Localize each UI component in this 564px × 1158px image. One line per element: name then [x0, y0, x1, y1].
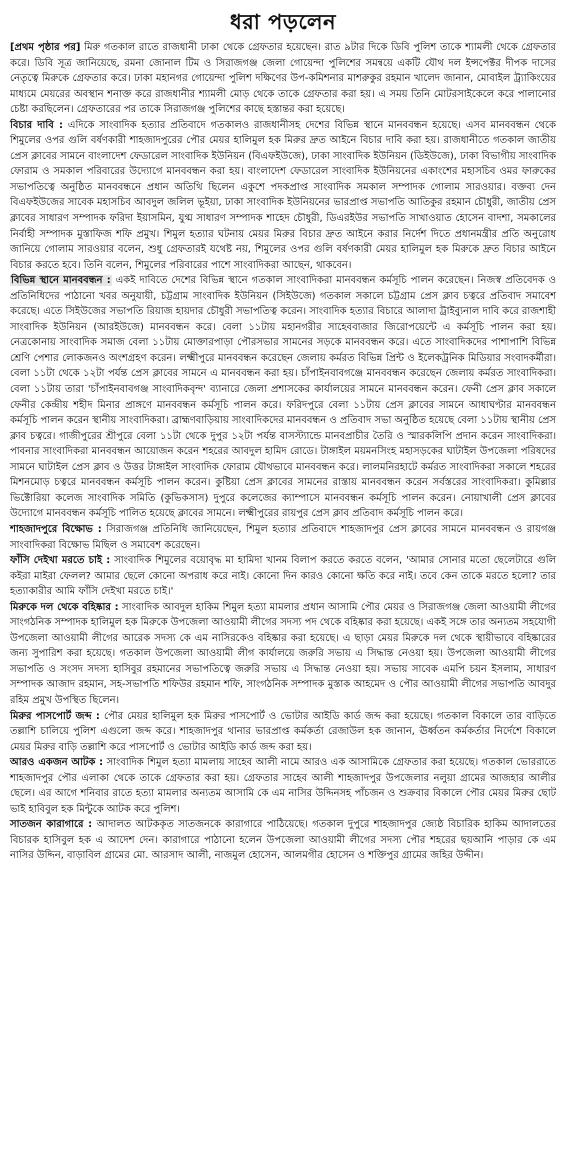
paragraph-passport-seized — [10, 709, 556, 756]
subhead-seven-jailed: সাতজন কারাগারে : — [10, 819, 93, 831]
paragraph-text: সাংবাদিক শিমুল হত্যা মামলায় সাহেব আলী নামে আরও এক আসামিকে গ্রেফতার করা হয়েছে। গতকাল ভোররাতে শাহজাদপুর পৌর এলাকা থেকে তাকে গ্রেফতার করা হয়। গ্রেফতার সাহেব আলী শাহজাদপুর উপজেলার নলুয়া গ্রামের আজহার আলীর ছেলে। এর আগে শনিবার রাতে হত্যা মামলার অন্যতম আসামি কে এম নাসির উদ্দিনসহ পাঁচজন ও শুক্রবার বিকালে পৌর মেয়র মিরুর ছোট ভাই হাবিবুল হক মিন্টুকে আটক করে পুলিশ। — [10, 757, 556, 815]
paragraph-seven-jailed — [10, 817, 556, 864]
subhead-expulsion: মিরুকে দল থেকে বহিষ্কার : — [10, 601, 119, 613]
subhead-mother-demand: ফাঁসি দেইখা মরতে চাই : — [10, 555, 111, 567]
subhead-front-page: [প্রথম পৃষ্ঠার পর] — [10, 42, 81, 53]
subhead-passport-seized: মিরুর পাসপোর্ট জব্দ : — [10, 710, 100, 722]
paragraph-text: সাংবাদিক শিমুলের বয়োবৃদ্ধ মা হামিদা খানম বিলাপ করতে করতে বলেন, 'আমার সোনার মতো ছেলেটারে গুলি কইরা মাইরা ফেলল? আমার ছেলে কোনো অপরাধ করে নাই। কোনো দিন কারও কোনো ক্ষতি করে নাই। তবে কেন তাকে মরতে হলো? তার হত্যাকারীর আমি ফাঁসি দেইখা মরতে চাই।' — [10, 555, 557, 598]
paragraph-text: পৌর মেয়র হালিমুল হক মিরুর পাসপোর্ট ও ভোটার আইডি কার্ড জব্দ করা হয়েছে। গতকাল বিকালে তার বাড়িতে তল্লাশি চালিয়ে পুলিশ এগুলো জব্দ করে। শাহজাদপুর থানার ভারপ্রাপ্ত কর্মকর্তা রেজাউল হক জানান, ঊর্ধ্বতন কর্মকর্তার নির্দেশে বিকালে মেয়র মিরুর বাড়ি তল্লাশি করে পাসপোর্ট ও ভোটার আইডি কার্ড জব্দ করা হয়। — [10, 710, 557, 753]
paragraph-text: সাংবাদিক আবদুল হাকিম শিমুল হত্যা মামলার প্রধান আসামি পৌর মেয়র ও সিরাজগঞ্জ জেলা আওয়ামী লীগের সাংগঠনিক সম্পাদক হালিমুল হক মিরুকে উপজেলা আওয়ামী লীগের সদস্য পদ থেকে বহিষ্কার করা হয়েছে। একই সঙ্গে তার অন্যতম সহযোগী উপজেলা আওয়ামী লীগের আরেক সদস্য কে এম নাসিরকেও বহিষ্কার করা হয়েছে। এ ছাড়া মেয়র মিরুকে দল থেকে স্থায়ীভাবে বহিষ্কারের জন্য সুপারিশ করা হয়েছে। গতকাল উপজেলা আওয়ামী লীগ কার্যালয়ে জরুরি সভায় এ সিদ্ধান্ত নেওয়া হয়। উপজেলা আওয়ামী লীগের সভাপতি ও সংসদ সদস্য হাসিবুর রহমানের সভাপতিত্বে জরুরি সভায় এ সিদ্ধান্ত নেওয়া হয়। সভায় সাবেক এমপি চয়ন ইসলাম, সাধারণ সম্পাদক আজাদ রহমান, সহ-সভাপতি শফিউর রহমান শফি, সাংগঠনিক সম্পাদক মুস্তাক আহমেদ ও পৌর আওয়ামী লীগের সভাপতি আবদুর রহিম প্রমুখ উপস্থিত ছিলেন। — [10, 601, 556, 706]
subhead-human-chains: বিভিন্ন স্থানে মানববন্ধন : — [11, 275, 111, 287]
paragraph-demand-for-trial — [10, 118, 556, 273]
subhead-shahjadpur-protest: শাহজাদপুরে বিক্ষোভ : — [10, 523, 102, 535]
paragraph-expulsion — [10, 600, 556, 709]
paragraph-text: সিরাজগঞ্জ প্রতিনিধি জানিয়েছেন, শিমুল হত্যার প্রতিবাদে শাহজাদপুর প্রেস ক্লাবের সামনে মানববন্ধন ও রায়গঞ্জ সাংবাদিকরা বিক্ষোভ মিছিল ও সমাবেশ করেছেন। — [10, 523, 557, 551]
paragraph-human-chains — [10, 273, 556, 522]
paragraph-text: মিরু গতকাল রাতে রাজধানী ঢাকা থেকে গ্রেফতার হয়েছেন। রাত ৯টার দিকে ডিবি পুলিশ তাকে শ্যামলী থেকে গ্রেফতার করে। ডিবি সূত্র জানিয়েছে, রমনা জোনাল টিম ও সিরাজগঞ্জ জেলা গোয়েন্দা পুলিশের সমন্বয়ে একটি যৌথ দল ইন্সপেক্টর দীপক দাসের নেতৃত্বে মিরুকে গ্রেফতার করে। ঢাকা মহানগর গোয়েন্দা পুলিশ দক্ষিণের উপ-কমিশনার মাশরুকুর রহমান খালেদ জানান, মোবাইল ট্র্যাকিংয়ের মাধ্যমে মেয়রের অবস্থান শনাক্ত করে রাজধানীর শ্যামলী মোড় থেকে তাকে গ্রেফতার করা হয়। এ সময় তিনি মোটরসাইকেলে করে পালানোর চেষ্টা করছিলেন। গ্রেফতারের পর তাকে সিরাজগঞ্জ পুলিশের কাছে হস্তান্তর করা হয়েছে। — [10, 42, 556, 116]
headline: ধরা পড়লেন — [229, 10, 337, 34]
paragraph-text: একই দাবিতে দেশের বিভিন্ন স্থানে গতকাল সাংবাদিকরা মানববন্ধন কর্মসূচি পালন করেছেন। নিজস্ব প্রতিবেদক ও প্রতিনিধিদের পাঠানো খবর অনুযায়ী, চট্টগ্রাম সাংবাদিক ইউনিয়ন (সিইউজে) গতকাল সকালে চট্টগ্রাম প্রেস ক্লাব চত্বরে প্রতিবাদ সমাবেশ করেছে। এতে সিইউজের সভাপতি রিয়াজ হায়দার চৌধুরী সভাপতিত্ব করেন। সাংবাদিক হত্যার বিচারে আলাদা ট্রাইব্যুনাল দাবি করে রাজশাহী সাংবাদিক ইউনিয়ন (আরইউজে) মানববন্ধন করে। বেলা ১১টায় মহানগরীর সাহেববাজার জিরোপয়েন্টে এ কর্মসূচি পালন করা হয়। নেত্রকোনায় সাংবাদিক সমাজ বেলা ১১টায় মোক্তারপাড়া পৌরসভার সামনের সড়কে মানববন্ধন করে। এতে সাংবাদিকদের পাশাপাশি বিভিন্ন শ্রেণি পেশার লোকজনও অংশগ্রহণ করেন। লক্ষ্মীপুরে মানববন্ধন করেছেন জেলায় কর্মরত বিভিন্ন প্রিন্ট ও ইলেকট্রনিক মিডিয়ার সংবাদকর্মীরা। বেলা ১১টা থেকে ১২টা পর্যন্ত প্রেস ক্লাবের সামনে এ মানববন্ধন করা হয়। চাঁপাইনবাবগঞ্জে মানববন্ধন করেছেন জেলায় কর্মরত সাংবাদিকরা। বেলা ১১টায় তারা 'চাঁপাইনবাবগঞ্জ সাংবাদিকবৃন্দ' ব্যানারে জেলা প্রশাসকের কার্যালয়ের সামনে মানববন্ধন করেন। ফেনী প্রেস ক্লাব সকালে ফেনীর কেন্দ্রীয় শহীদ মিনার প্রাঙ্গণে মানববন্ধন কর্মসূচি পালন করে। ফরিদপুরে বেলা ১১টায় প্রেস ক্লাবের সামনে আধাঘণ্টার মানববন্ধন কর্মসূচি পালন করেন স্থানীয় সাংবাদিকরা। ব্রাহ্মণবাড়িয়ায় সাংবাদিকদের মানববন্ধন ও প্রতিবাদ সভা অনুষ্ঠিত হয়েছে বেলা ১১টায় স্থানীয় প্রেস ক্লাব চত্বরে। গাজীপুরের শ্রীপুরে বেলা ১১টা থেকে দুপুর ১২টা পর্যন্ত বাসস্ট্যান্ডে মানবপ্রাচীর তৈরি ও স্মারকলিপি প্রদান করেন সাংবাদিকরা। পাবনার সাংবাদিকরা মানববন্ধন আয়োজন করেন শহরের আবদুল হামিদ রোডে। টাঙ্গাইল ময়মনসিংহ মহাসড়কের ঘাটাইল উপজেলা পরিষদের সামনে ঘাটাইল প্রেস ক্লাব ও উত্তর টাঙ্গাইল সাংবাদিক ফোরাম যৌথভাবে মানববন্ধন করে। লালমনিরহাটে কর্মরত সাংবাদিকরা সকালে শহরের মিশনমোড় চত্বরে মানববন্ধন কর্মসূচি পালন করেন। কুষ্টিয়া প্রেস ক্লাবের সামনের রাস্তায় মানববন্ধন করেন সর্বস্তরের সাংবাদিকরা। কুমিল্লার ভিক্টোরিয়া কলেজ সাংবাদিক সমিতি (কুভিকসাস) দুপুরে কলেজের ক্যাম্পাসে মানববন্ধন কর্মসূচি পালন করেন। নোয়াখালী প্রেস ক্লাবের উদ্যোগে মানববন্ধন কর্মসূচি পালিত হয়েছে ক্লাবের সামনে। লক্ষ্মীপুরের রায়পুর প্রেস ক্লাব প্রতিবাদ কর্মসূচি পালন করে। — [10, 275, 556, 520]
article-body — [10, 40, 556, 864]
paragraph-front-page-continuation — [10, 40, 556, 118]
paragraph-shahjadpur-protest — [10, 522, 556, 553]
subhead-another-arrest: আরও একজন আটক : — [10, 757, 104, 769]
paragraph-text: এদিকে সাংবাদিক হত্যার প্রতিবাদে গতকালও রাজধানীসহ দেশের বিভিন্ন স্থানে মানববন্ধন হয়েছে। এসব মানববন্ধন থেকে শিমুলের ওপর গুলি বর্ষণকারী শাহজাদপুরের পৌর মেয়র হালিমুল হক মিরুর দ্রুত আইনে বিচার দাবি করা হয়। রাজধানীতে গতকাল জাতীয় প্রেস ক্লাবের সামনে বাংলাদেশ ফেডারেল সাংবাদিক ইউনিয়ন (বিএফইউজে), ঢাকা সাংবাদিক ইউনিয়ন (ডিইউজে), ঢাকা বিভাগীয় সাংবাদিক ফোরাম ও সমকাল পরিবারের উদ্যোগে মানববন্ধন করা হয়। বাংলাদেশ ফেডারেল সাংবাদিক ইউনিয়নের একাংশের মহাসচিব ওমর ফারুকের সভাপতিত্বে অনুষ্ঠিত মানববন্ধনে প্রধান অতিথি ছিলেন একুশে পদকপ্রাপ্ত সাংবাদিক সমকাল সম্পাদক গোলাম সারওয়ার। বক্তব্য দেন বিএফইউজের সাবেক মহাসচিব আবদুল জলিল ভূইয়া, ঢাকা সাংবাদিক ইউনিয়নের ভারপ্রাপ্ত সভাপতি আতিকুর রহমান চৌধুরী, জাতীয় প্রেস ক্লাবের সাধারণ সম্পাদক ফরিদা ইয়াসমিন, যুগ্ম সাধারণ সম্পাদক শাহেদ চৌধুরী, ডিএরইউর সভাপতি সাখাওয়াত হোসেন বাদশা, সমকালের নির্বাহী সম্পাদক মুস্তাফিজ শফি প্রমুখ। শিমুল হত্যার ঘটনায় মেয়র মিরুর বিচার দ্রুত আইনে করার নির্দেশ দিতে প্রধানমন্ত্রীর প্রতি অনুরোধ জানিয়ে গোলাম সারওয়ার বলেন, শুধু গ্রেফতারই যথেষ্ট নয়, শিমুলের ওপর গুলি বর্ষণকারী মেয়র হালিমুল হক মিরুকে দ্রুত বিচার আইনে বিচার করতে হবে। তিনি বলেন, শিমুলের পরিবারের পাশে সাংবাদিকরা আছেন, থাকবেন। — [10, 119, 556, 271]
paragraph-text: আদালত আটককৃত সাতজনকে কারাগারে পাঠিয়েছে। গতকাল দুপুরে শাহজাদপুর জ্যেষ্ঠ বিচারিক হাকিম আদালতের বিচারক হাসিবুল হক এ আদেশ দেন। কারাগারে পাঠানো হলেন উপজেলা আওয়ামী লীগের সদস্য পৌর শহরের ছয়আনি পাড়ার কে এম নাসির উদ্দিন, বাড়াবিল গ্রামের মো. আরসাদ আলী, নাজমুল হোসেন, আলমগীর হোসেন ও শক্তিপুর গ্রামের জহির উদ্দীন। — [10, 819, 557, 862]
paragraph-mother-demand — [10, 553, 556, 600]
paragraph-another-arrest — [10, 755, 556, 817]
subhead-demand-for-trial: বিচার দাবি : — [10, 119, 63, 131]
